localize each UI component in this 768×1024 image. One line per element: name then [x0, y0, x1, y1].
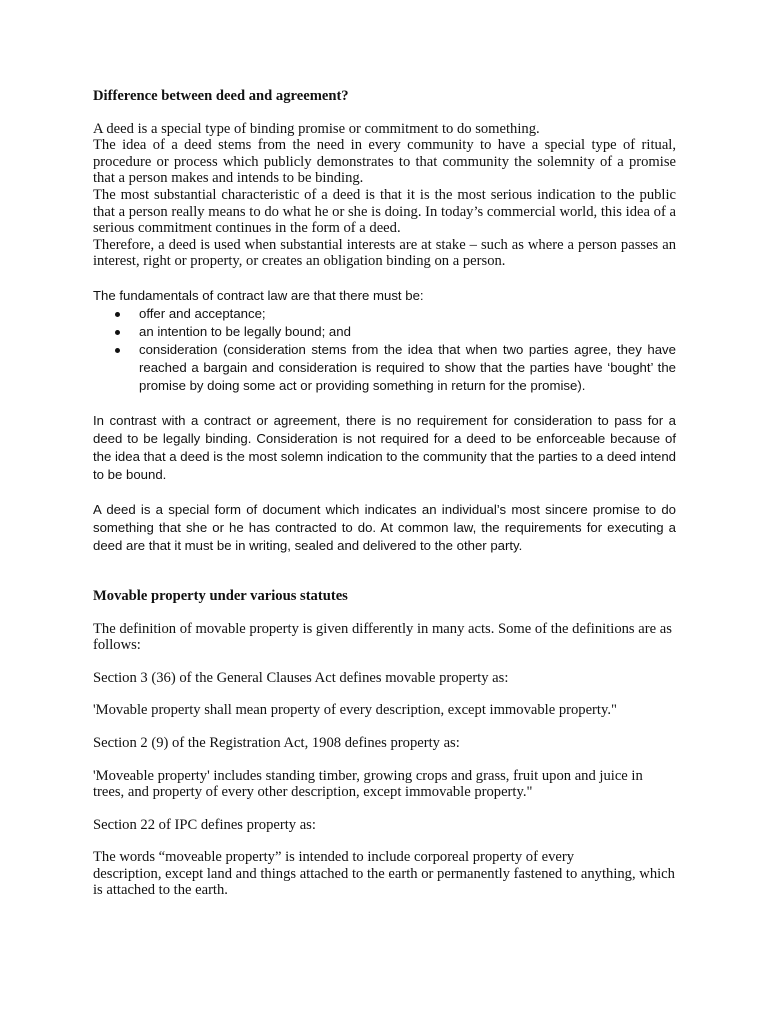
- list-item: [93, 323, 676, 341]
- deed-definition-line: A deed is a special type of binding promise or commitment to do something.: [93, 120, 540, 137]
- list-item: [93, 305, 676, 323]
- ipc-definition-lead: The words “moveable property” is intended to include corporeal property of every: [93, 849, 575, 866]
- list-item-text: offer and acceptance;: [139, 305, 266, 321]
- contrast-paragraph: In contrast with a contract or agreement, there is no requirement for consideration to pass for a deed to be legally binding. Consideration is not required for a deed to be enforceable because of the idea that a deed is the most solemn indication to the community that the parties to a deed intend to be bound.: [93, 412, 676, 482]
- bullet-dot-icon: [115, 330, 120, 335]
- section-heading-deed-vs-agreement: Difference between deed and agreement?: [93, 88, 349, 104]
- deed-idea-paragraph: The idea of a deed stems from the need in every community to have a special type of ritual, procedure or process which publicly demonstrates to that community the solemnity of a promise that a person makes and intends to be binding.: [93, 137, 676, 187]
- list-item: [93, 341, 676, 395]
- list-item-text: an intention to be legally bound; and: [139, 323, 351, 339]
- document-page: [93, 88, 676, 899]
- section-heading-movable-property: Movable property under various statutes: [93, 587, 348, 604]
- fundamentals-list: [93, 305, 676, 395]
- ipc-section-title: Section 22 of IPC defines property as:: [93, 816, 316, 833]
- deed-characteristic-paragraph: The most substantial characteristic of a deed is that it is the most serious indication to the public that a person really means to do what he or she is doing. In today’s commercial world, this idea of a serious commitment continues in the form of a deed.: [93, 186, 676, 237]
- fundamentals-intro: The fundamentals of contract law are that there must be:: [93, 287, 424, 303]
- movable-intro-paragraph: The definition of movable property is given differently in many acts. Some of the definitions are as follows:: [93, 620, 672, 654]
- gca-section-title: Section 3 (36) of the General Clauses Act defines movable property as:: [93, 669, 509, 686]
- deed-usage-paragraph: Therefore, a deed is used when substantial interests are at stake – such as where a person passes an interest, right or property, or creates an obligation binding on a person.: [93, 236, 676, 270]
- gca-definition: 'Movable property shall mean property of every description, except immovable property.": [93, 702, 617, 719]
- bullet-dot-icon: [115, 312, 120, 317]
- bullet-dot-icon: [115, 348, 120, 353]
- list-item-text: consideration (consideration stems from the idea that when two parties agree, they have reached a bargain and consideration is required to show that the parties have ‘bought’ the promise by doing some act or providing something in return for the promise).: [139, 341, 676, 393]
- special-form-paragraph: A deed is a special form of document which indicates an individual’s most sincere promise to do something that she or he has contracted to do. At common law, the requirements for executing a deed are that it must be in writing, sealed and delivered to the other party.: [93, 501, 676, 553]
- ipc-definition: [93, 849, 676, 899]
- ipc-definition-rest: description, except land and things attached to the earth or permanently fastened to anything, which is attached to the earth.: [93, 865, 675, 899]
- registration-act-definition: 'Moveable property' includes standing timber, growing crops and grass, fruit upon and juice in trees, and property of every other description, except immovable property.": [93, 767, 643, 801]
- registration-act-title: Section 2 (9) of the Registration Act, 1908 defines property as:: [93, 734, 460, 751]
- deed-definition-block: [93, 121, 676, 270]
